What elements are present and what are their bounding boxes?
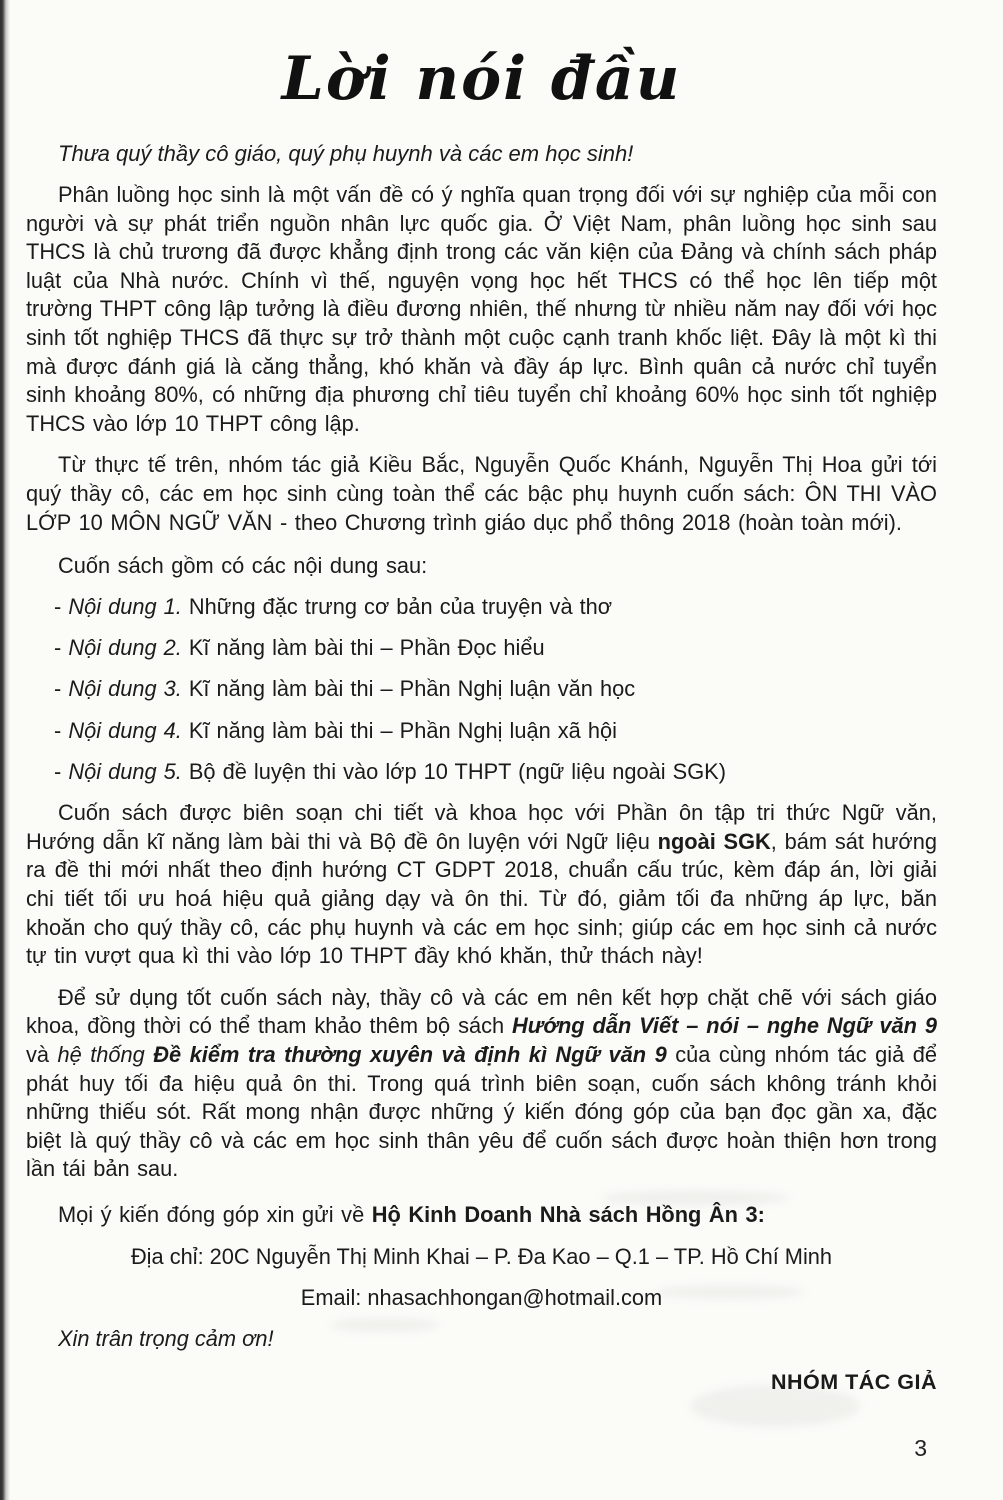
item-label: Nội dung 1.: [68, 594, 182, 620]
text-segment-italic: hệ thống: [57, 1041, 154, 1067]
item-label: Nội dung 5.: [68, 758, 182, 784]
paragraph-bien-soan: [26, 799, 937, 971]
item-text: Kĩ năng làm bài thi – Phần Nghị luận văn học: [181, 676, 636, 702]
item-text: Những đặc trưng cơ bản của truyện và thơ: [181, 594, 613, 620]
salutation-line: Thưa quý thầy cô giáo, quý phụ huynh và các em học sinh!: [58, 141, 634, 166]
publisher-name: Hộ Kinh Doanh Nhà sách Hồng Ân 3:: [371, 1201, 765, 1227]
page-title: Lời nói đầu: [281, 44, 682, 114]
text-segment: Mọi ý kiến đóng góp xin gửi về: [58, 1201, 372, 1227]
authors-signature: NHÓM TÁC GIẢ: [770, 1370, 937, 1395]
text-segment: của cùng nhóm tác giả để phát huy tối đa hiệu quả ôn thi. Trong quá trình biên soạn, cuốn sách không tránh khỏi những thiếu sót. Rất mong nhận được những ý kiến đóng góp của bạn đọc gần xa, đặc biệt là quý thầy cô và các em học sinh thân yêu để cuốn sách được hoàn thiện hơn trong lần tái bản sau.: [26, 1041, 937, 1182]
item-label: Nội dung 4.: [68, 717, 182, 743]
item-marker: -: [54, 635, 69, 661]
text-segment: , bám sát hướng ra đề thi mới nhất theo định hướng CT GDPT 2018, chuẩn cấu trúc, kèm đáp án, lời giải chi tiết tối ưu hoá hiệu quả giảng dạy và ôn thi. Từ đó, giảm tối đa những áp lực, băn khoăn cho quý thầy cô, các phụ huynh và các em học sinh; giúp các em học sinh cả nước tự tin vượt qua kì thi vào lớp 10 THPT đầy khó khăn, thử thách này!: [26, 828, 937, 969]
item-marker: -: [54, 758, 69, 784]
book-title-huong-dan: Hướng dẫn Viết – nói – nghe Ngữ văn 9: [512, 1013, 937, 1039]
content-item-2: [26, 634, 937, 663]
item-marker: -: [54, 594, 69, 620]
item-text: Kĩ năng làm bài thi – Phần Nghị luận xã hội: [181, 717, 617, 743]
page-number: 3: [914, 1435, 927, 1461]
paragraph-phan-luong: Phân luồng học sinh là một vấn đề có ý nghĩa quan trọng đối với sự nghiệp của mỗi con người và sự phát triển nguồn nhân lực quốc gia. Ở Việt Nam, phân luồng học sinh sau THCS là chủ trương đã được khẳng định trong các văn kiện của Đảng và chính sách pháp luật của Nhà nước. Chính vì thế, nguyện vọng học hết THCS có thể học lên tiếp một trường THPT công lập tưởng là điều đương nhiên, thế nhưng từ nhiều năm nay đối với học sinh tốt nghiệp THCS đã thực sự trở thành một cuộc cạnh tranh khốc liệt. Đây là một kì thi mà được đánh giá là căng thẳng, khó khăn và đầy áp lực. Bình quân cả nước chỉ tuyển sinh khoảng 80%, có những địa phương chỉ tiêu tuyển chỉ khoảng 60% học sinh tốt nghiệp THCS vào lớp 10 THPT công lập.: [26, 182, 937, 436]
item-label: Nội dung 3.: [68, 676, 182, 702]
email-line: Email: nhasachhongan@hotmail.com: [300, 1285, 663, 1311]
paragraph-su-dung: [26, 984, 937, 1184]
contact-line: [26, 1201, 937, 1230]
text-segment: Để sử dụng tốt cuốn sách này, thầy cô và các em nên kết hợp chặt chẽ với sách giáo khoa, đồng thời có thể tham khảo thêm bộ sách: [26, 984, 937, 1039]
content-item-1: [26, 593, 937, 622]
item-text: Bộ đề luyện thi vào lớp 10 THPT (ngữ liệu ngoài SGK): [181, 758, 726, 784]
scan-left-edge-artifact: [0, 0, 10, 1500]
item-marker: -: [54, 676, 69, 702]
book-title-de-kiem-tra: Đề kiểm tra thường xuyên và định kì Ngữ văn 9: [153, 1041, 667, 1067]
content-item-3: [26, 675, 937, 704]
content-item-5: [26, 758, 937, 787]
content-item-4: [26, 717, 937, 746]
item-label: Nội dung 2.: [68, 635, 182, 661]
item-text: Kĩ năng làm bài thi – Phần Đọc hiểu: [181, 635, 545, 661]
page-content: [26, 0, 937, 1396]
item-marker: -: [54, 717, 69, 743]
thanks-line: Xin trân trọng cảm ơn!: [58, 1325, 274, 1351]
text-segment-bold: ngoài SGK: [657, 828, 771, 854]
contents-intro: Cuốn sách gồm có các nội dung sau:: [58, 553, 428, 579]
address-line: Địa chỉ: 20C Nguyễn Thị Minh Khai – P. Đa Kao – Q.1 – TP. Hồ Chí Minh: [130, 1243, 833, 1269]
paragraph-tac-gia: Từ thực tế trên, nhóm tác giả Kiều Bắc, Nguyễn Quốc Khánh, Nguyễn Thị Hoa gửi tới quý thầy cô, các em học sinh cùng toàn thể các bậc phụ huynh cuốn sách: ÔN THI VÀO LỚP 10 MÔN NGỮ VĂN - theo Chương trình giáo dục phổ thông 2018 (hoàn toàn mới).: [26, 452, 937, 535]
text-segment: và: [26, 1041, 58, 1067]
text-segment: Cuốn sách được biên soạn chi tiết và khoa học với Phần ôn tập tri thức Ngữ văn, Hướng dẫn kĩ năng làm bài thi và Bộ đề ôn luyện với Ngữ liệu: [26, 800, 937, 854]
